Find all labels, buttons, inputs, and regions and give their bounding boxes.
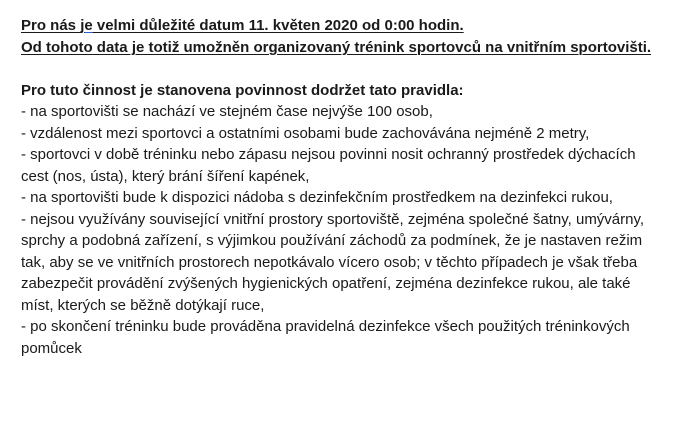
- rules-list: [21, 101, 661, 359]
- rules-heading: Pro tuto činnost je stanovena povinnost dodržet tato pravidla:: [21, 81, 464, 99]
- rule-item: - nejsou využívány související vnitřní prostory sportoviště, zejména společné šatny, umývárny, sprchy a podobná zařízení, s výjimkou používání záchodů za podmínek, že je nastaven režim tak, aby se ve vnitřních prostorech nepotkávalo vícero osob; v těchto případech je však třeba zabezpečit provádění zvýšených hygienických opatření, zejména dezinfekce rukou, ale také míst, kterých se běžně dotýkají ruce,: [21, 210, 645, 314]
- notice-line-1-end: velmi důležité datum 11. květen 2020 od 0:00 hodin.: [92, 17, 464, 34]
- notice-line-1-start: Pro nás: [21, 17, 81, 34]
- rule-item: - po skončení tréninku bude prováděna pravidelná dezinfekce všech použitých tréninkových pomůcek: [21, 318, 630, 357]
- notice-line-2: Od tohoto data je totiž umožněn organizovaný trénink sportovců na vnitřním sportovišti.: [21, 38, 652, 56]
- spellcheck-marked-word: je: [80, 17, 93, 34]
- rule-item: - na sportovišti se nachází ve stejném čase nejvýše 100 osob,: [21, 103, 433, 120]
- rule-item: - vzdálenost mezi sportovci a ostatními osobami bude zachovávána nejméně 2 metry,: [21, 124, 590, 142]
- document-body: [21, 15, 661, 359]
- rule-item: - sportovci v době tréninku nebo zápasu nejsou povinni nosit ochranný prostředek dýchacích cest (nos, ústa), který brání šíření kapének,: [21, 146, 636, 185]
- paragraph-spacer: [21, 58, 661, 80]
- rule-item: - na sportovišti bude k dispozici nádoba s dezinfekčním prostředkem na dezinfekci rukou,: [21, 189, 613, 206]
- notice-line-1: [21, 17, 464, 34]
- notice-heading: [21, 15, 661, 58]
